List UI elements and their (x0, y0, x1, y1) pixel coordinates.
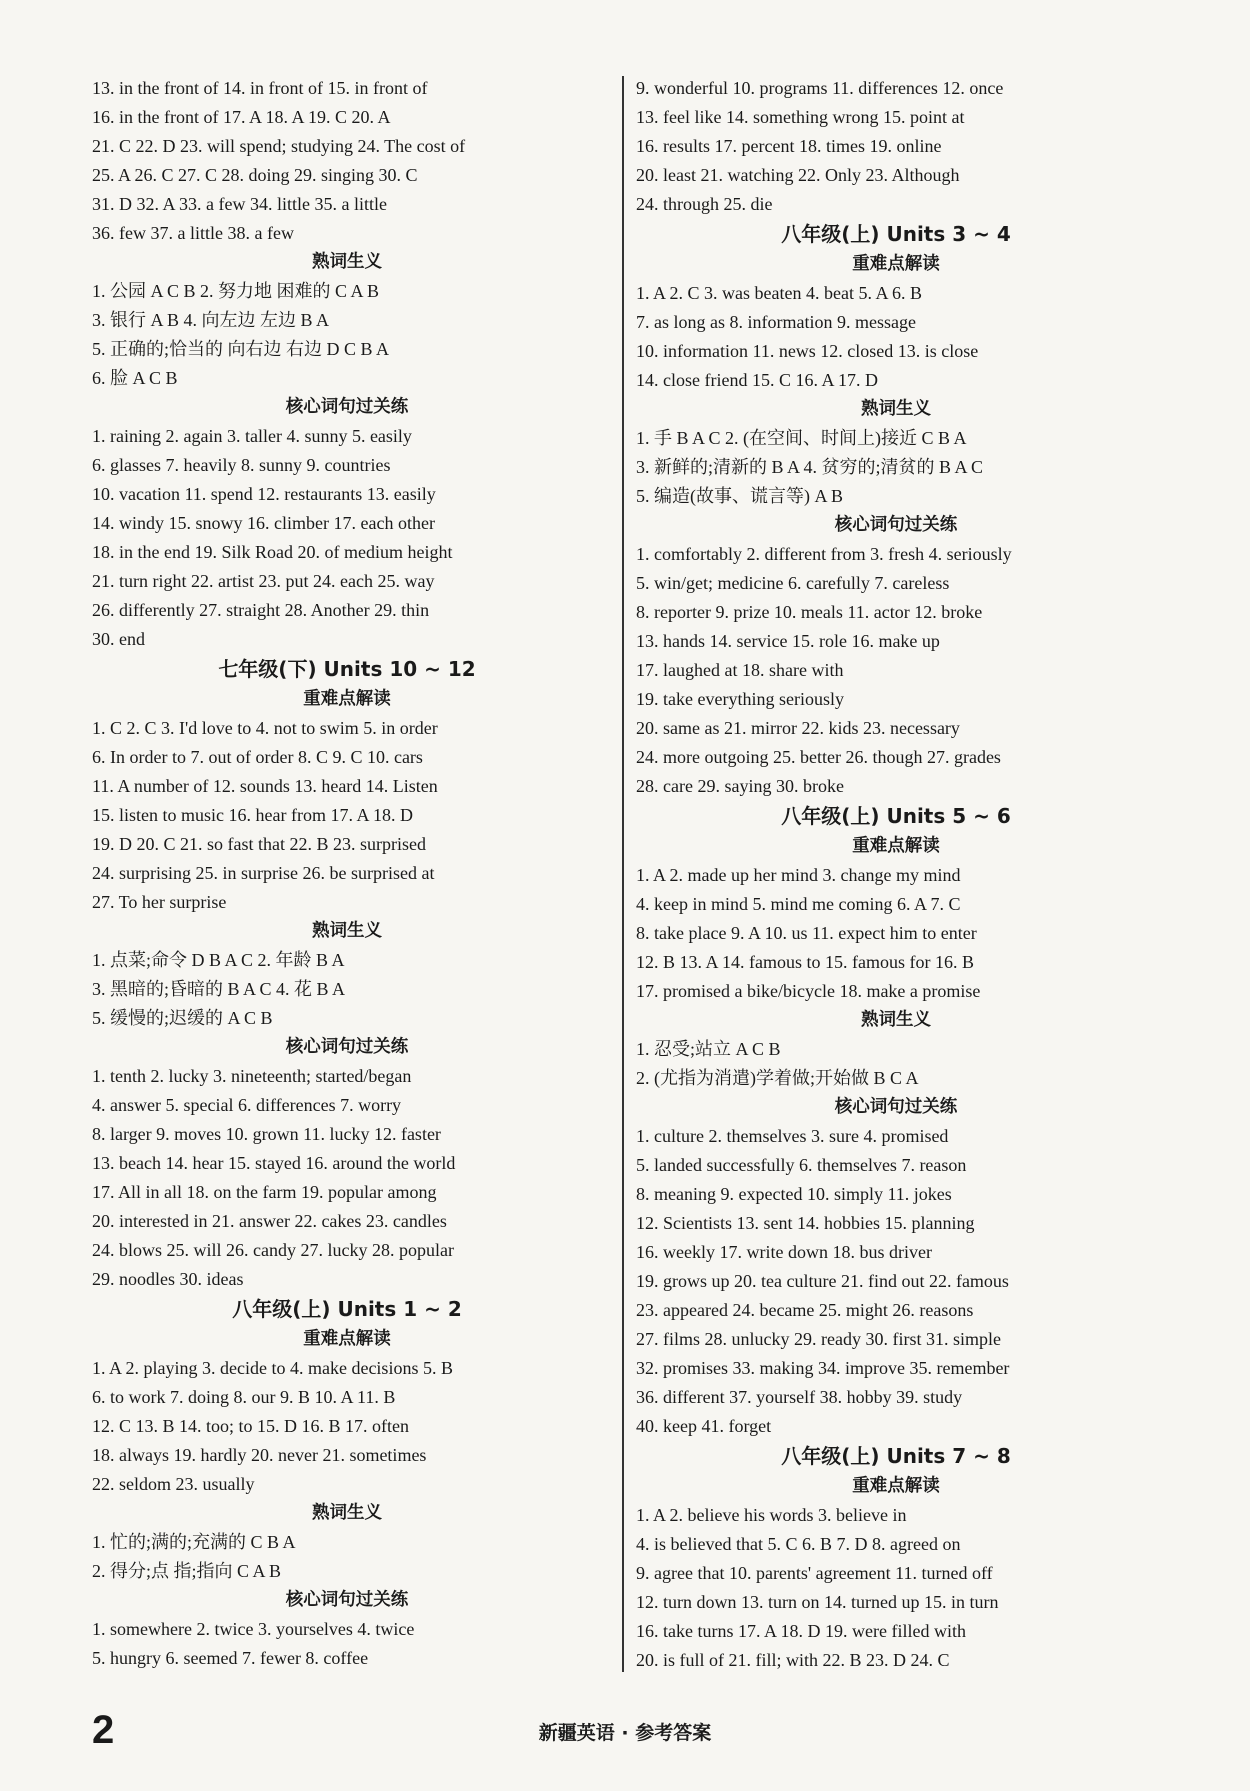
answer-line: 21. C 22. D 23. will spend; studying 24. The cost of (92, 136, 466, 156)
section-heading: 熟词生义 (861, 1010, 931, 1030)
answer-line: 24. more outgoing 25. better 26. though 27. grades (636, 747, 1001, 767)
answer-line: 20. interested in 21. answer 22. cakes 23. candles (92, 1211, 447, 1231)
answer-line: 6. 脸 A C B (92, 368, 178, 388)
answer-line: 3. 新鲜的;清新的 B A 4. 贫穷的;清贫的 B A C (636, 457, 984, 477)
answer-line: 1. A 2. C 3. was beaten 4. beat 5. A 6. B (636, 283, 922, 303)
section-heading: 重难点解读 (303, 689, 391, 709)
section-heading: 重难点解读 (303, 1329, 391, 1349)
answer-line: 27. films 28. unlucky 29. ready 30. first 31. simple (636, 1329, 1001, 1349)
answer-line: 5. 缓慢的;迟缓的 A C B (92, 1008, 273, 1028)
section-heading: 熟词生义 (312, 252, 382, 272)
answer-line: 2. 得分;点 指;指向 C A B (92, 1561, 282, 1581)
answer-line: 28. care 29. saying 30. broke (636, 776, 844, 796)
answer-line: 20. same as 21. mirror 22. kids 23. necessary (636, 718, 960, 738)
answer-line: 6. In order to 7. out of order 8. C 9. C 10. cars (92, 747, 423, 767)
answer-line: 1. C 2. C 3. I'd love to 4. not to swim 5. in order (92, 718, 438, 738)
answer-line: 22. seldom 23. usually (92, 1474, 255, 1494)
answer-line: 9. wonderful 10. programs 11. differences 12. once (636, 78, 1004, 98)
answer-line: 20. is full of 21. fill; with 22. B 23. D 24. C (636, 1650, 950, 1670)
answer-line: 16. weekly 17. write down 18. bus driver (636, 1242, 932, 1262)
left-column (92, 74, 602, 1673)
unit-heading: 八年级(上) Units 5 ~ 6 (781, 804, 1011, 828)
answer-line: 29. noodles 30. ideas (92, 1269, 244, 1289)
answer-line: 24. surprising 25. in surprise 26. be surprised at (92, 863, 435, 883)
answer-line: 1. 忍受;站立 A C B (636, 1039, 781, 1059)
answer-line: 1. A 2. playing 3. decide to 4. make decisions 5. B (92, 1358, 453, 1378)
answer-line: 21. turn right 22. artist 23. put 24. each 25. way (92, 571, 435, 591)
section-heading: 重难点解读 (852, 836, 940, 856)
page-number: 2 (92, 1708, 115, 1752)
answer-line: 25. A 26. C 27. C 28. doing 29. singing 30. C (92, 165, 418, 185)
answer-line: 5. landed successfully 6. themselves 7. reason (636, 1155, 967, 1175)
answer-line: 3. 银行 A B 4. 向左边 左边 B A (92, 310, 330, 330)
section-heading: 重难点解读 (852, 1476, 940, 1496)
section-heading: 重难点解读 (852, 254, 940, 274)
answer-line: 4. keep in mind 5. mind me coming 6. A 7. C (636, 894, 961, 914)
unit-heading: 八年级(上) Units 3 ~ 4 (781, 222, 1011, 246)
unit-heading: 八年级(上) Units 1 ~ 2 (232, 1297, 462, 1321)
column-divider (622, 76, 624, 1672)
answer-line: 1. culture 2. themselves 3. sure 4. promised (636, 1126, 949, 1146)
answer-line: 31. D 32. A 33. a few 34. little 35. a little (92, 194, 387, 214)
section-heading: 核心词句过关练 (285, 397, 409, 417)
answer-line: 8. meaning 9. expected 10. simply 11. jokes (636, 1184, 952, 1204)
answer-line: 27. To her surprise (92, 892, 227, 912)
section-heading: 核心词句过关练 (285, 1037, 409, 1057)
answer-line: 24. through 25. die (636, 194, 773, 214)
answer-line: 5. hungry 6. seemed 7. fewer 8. coffee (92, 1648, 369, 1668)
answer-line: 23. appeared 24. became 25. might 26. reasons (636, 1300, 974, 1320)
answer-line: 5. win/get; medicine 6. carefully 7. careless (636, 573, 950, 593)
answer-line: 12. turn down 13. turn on 14. turned up 15. in turn (636, 1592, 999, 1612)
answer-line: 13. hands 14. service 15. role 16. make up (636, 631, 940, 651)
answer-line: 13. feel like 14. something wrong 15. point at (636, 107, 965, 127)
answer-line: 16. take turns 17. A 18. D 19. were filled with (636, 1621, 966, 1641)
answer-line: 17. laughed at 18. share with (636, 660, 844, 680)
answer-line: 4. is believed that 5. C 6. B 7. D 8. agreed on (636, 1534, 961, 1554)
answer-line: 1. raining 2. again 3. taller 4. sunny 5. easily (92, 426, 412, 446)
answer-line: 17. promised a bike/bicycle 18. make a promise (636, 981, 981, 1001)
answer-line: 16. results 17. percent 18. times 19. online (636, 136, 942, 156)
answer-line: 1. A 2. made up her mind 3. change my mind (636, 865, 961, 885)
answer-line: 8. take place 9. A 10. us 11. expect him to enter (636, 923, 977, 943)
section-heading: 核心词句过关练 (834, 515, 958, 535)
answer-line: 8. reporter 9. prize 10. meals 11. actor 12. broke (636, 602, 983, 622)
answer-line: 5. 编造(故事、谎言等) A B (636, 486, 843, 506)
section-heading: 核心词句过关练 (834, 1097, 958, 1117)
answer-line: 18. in the end 19. Silk Road 20. of medium height (92, 542, 453, 562)
answer-line: 15. listen to music 16. hear from 17. A 18. D (92, 805, 413, 825)
answer-line: 6. glasses 7. heavily 8. sunny 9. countries (92, 455, 391, 475)
answer-line: 19. take everything seriously (636, 689, 844, 709)
right-column (636, 74, 1156, 1675)
answer-line: 32. promises 33. making 34. improve 35. remember (636, 1358, 1010, 1378)
section-heading: 熟词生义 (312, 921, 382, 941)
answer-line: 13. beach 14. hear 15. stayed 16. around the world (92, 1153, 456, 1173)
answer-line: 3. 黑暗的;昏暗的 B A C 4. 花 B A (92, 979, 346, 999)
answer-line: 11. A number of 12. sounds 13. heard 14. Listen (92, 776, 438, 796)
answer-line: 10. vacation 11. spend 12. restaurants 13. easily (92, 484, 436, 504)
answer-line: 36. few 37. a little 38. a few (92, 223, 294, 243)
answer-line: 9. agree that 10. parents' agreement 11. turned off (636, 1563, 993, 1583)
answer-line: 36. different 37. yourself 38. hobby 39. study (636, 1387, 963, 1407)
answer-line: 10. information 11. news 12. closed 13. is close (636, 341, 979, 361)
answer-line: 17. All in all 18. on the farm 19. popular among (92, 1182, 437, 1202)
answer-line: 1. 忙的;满的;充满的 C B A (92, 1532, 296, 1552)
answer-line: 14. windy 15. snowy 16. climber 17. each other (92, 513, 435, 533)
answer-line: 2. (尤指为消遣)学着做;开始做 B C A (636, 1068, 919, 1088)
answer-line: 24. blows 25. will 26. candy 27. lucky 28. popular (92, 1240, 454, 1260)
answer-line: 40. keep 41. forget (636, 1416, 772, 1436)
answer-line: 26. differently 27. straight 28. Another 29. thin (92, 600, 430, 620)
answer-line: 20. least 21. watching 22. Only 23. Although (636, 165, 960, 185)
answer-line: 12. B 13. A 14. famous to 15. famous for 16. B (636, 952, 974, 972)
answer-line: 8. larger 9. moves 10. grown 11. lucky 12. faster (92, 1124, 441, 1144)
answer-line: 1. tenth 2. lucky 3. nineteenth; started/began (92, 1066, 412, 1086)
answer-line: 1. 手 B A C 2. (在空间、时间上)接近 C B A (636, 428, 967, 448)
footer-title: 新疆英语 · 参考答案 (538, 1722, 712, 1744)
section-heading: 熟词生义 (861, 399, 931, 419)
answer-line: 5. 正确的;恰当的 向右边 右边 D C B A (92, 339, 390, 359)
answer-line: 1. 点菜;命令 D B A C 2. 年龄 B A (92, 950, 345, 970)
answer-line: 1. somewhere 2. twice 3. yourselves 4. twice (92, 1619, 415, 1639)
answer-line: 14. close friend 15. C 16. A 17. D (636, 370, 878, 390)
section-heading: 核心词句过关练 (285, 1590, 409, 1610)
answer-line: 18. always 19. hardly 20. never 21. sometimes (92, 1445, 427, 1465)
answer-line: 19. D 20. C 21. so fast that 22. B 23. surprised (92, 834, 426, 854)
answer-line: 16. in the front of 17. A 18. A 19. C 20. A (92, 107, 391, 127)
answer-line: 12. Scientists 13. sent 14. hobbies 15. planning (636, 1213, 975, 1233)
section-heading: 熟词生义 (312, 1503, 382, 1523)
answer-line: 1. comfortably 2. different from 3. fresh 4. seriously (636, 544, 1012, 564)
unit-heading: 八年级(上) Units 7 ~ 8 (781, 1444, 1011, 1468)
answer-line: 30. end (92, 629, 145, 649)
answer-line: 4. answer 5. special 6. differences 7. worry (92, 1095, 402, 1115)
answer-line: 7. as long as 8. information 9. message (636, 312, 916, 332)
answer-line: 6. to work 7. doing 8. our 9. B 10. A 11. B (92, 1387, 396, 1407)
answer-line: 12. C 13. B 14. too; to 15. D 16. B 17. often (92, 1416, 410, 1436)
unit-heading: 七年级(下) Units 10 ~ 12 (218, 657, 476, 681)
answer-line: 13. in the front of 14. in front of 15. in front of (92, 78, 428, 98)
answer-line: 1. 公园 A C B 2. 努力地 困难的 C A B (92, 281, 380, 301)
answer-line: 19. grows up 20. tea culture 21. find out 22. famous (636, 1271, 1009, 1291)
answer-line: 1. A 2. believe his words 3. believe in (636, 1505, 907, 1525)
